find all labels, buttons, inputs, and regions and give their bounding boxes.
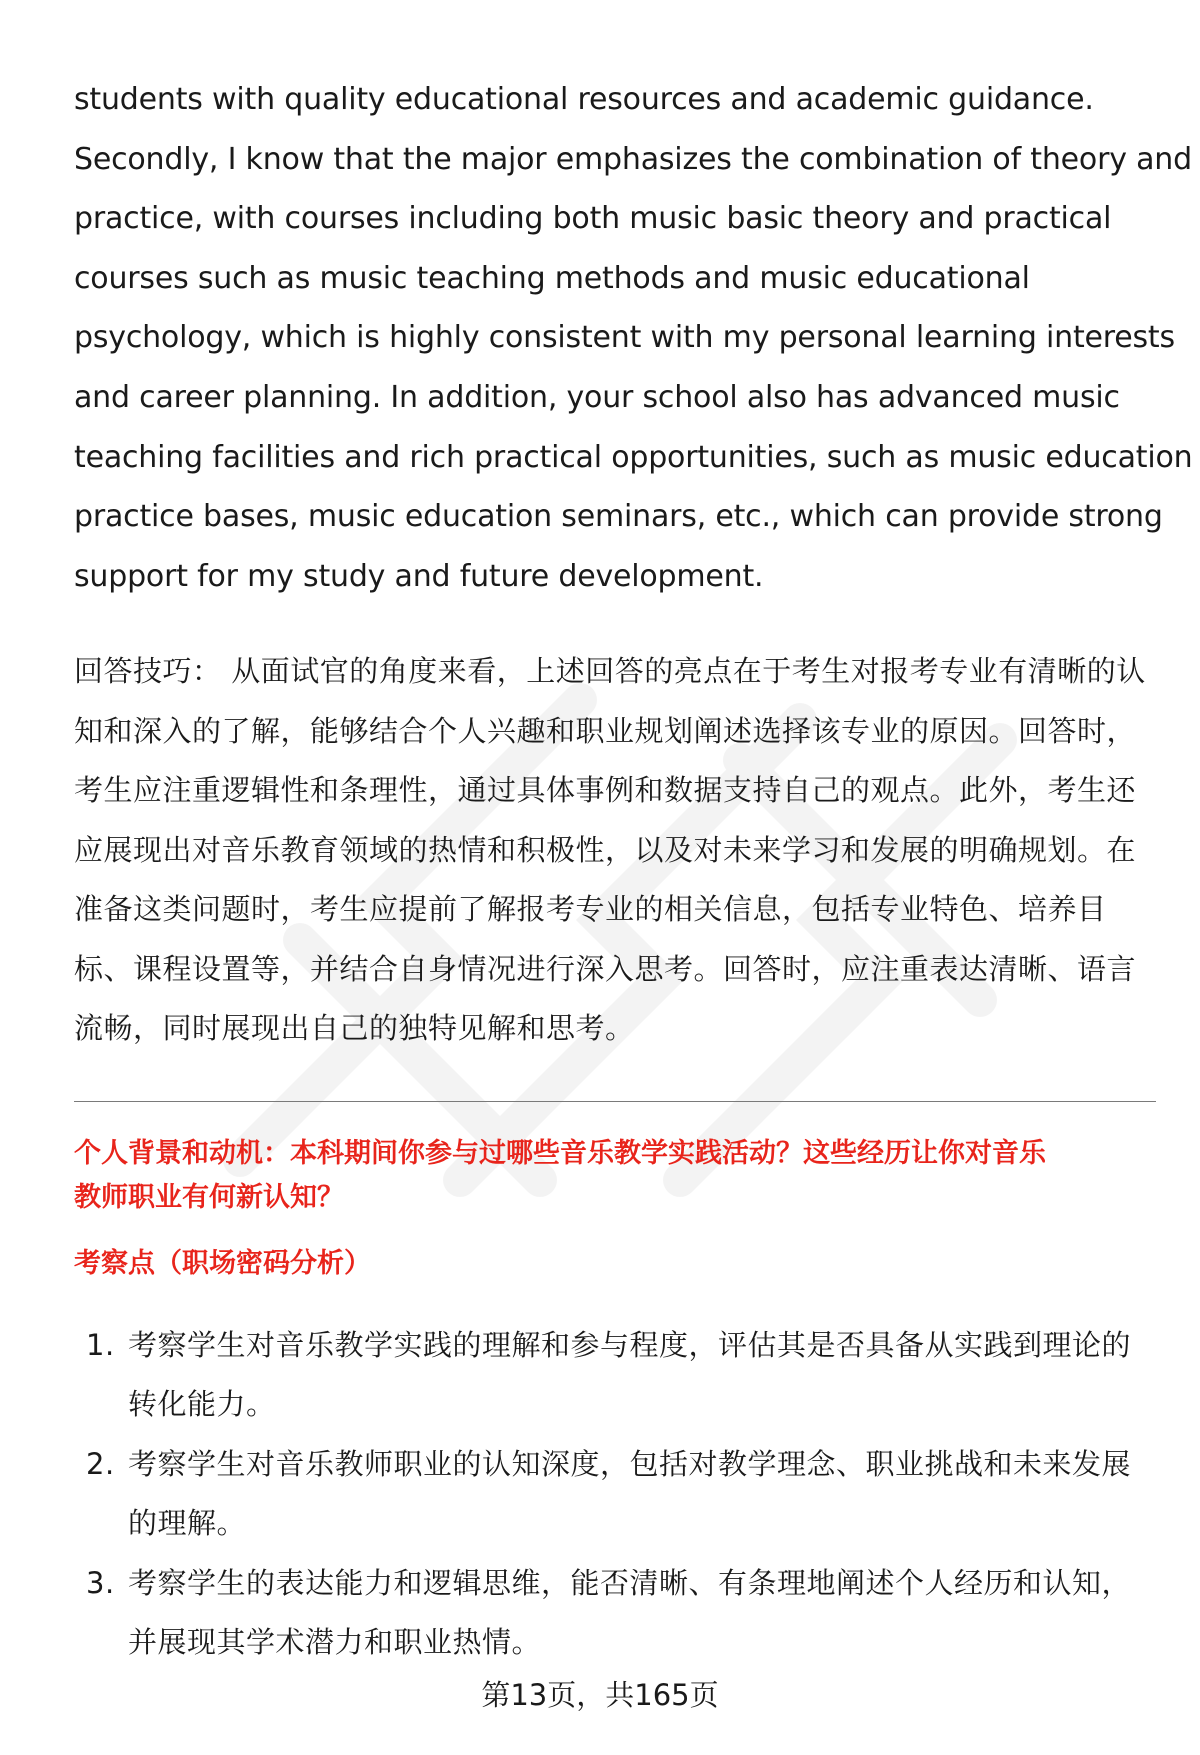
answer-tips-line: 流畅，同时展现出自己的独特见解和思考。 <box>74 1011 635 1046</box>
list-item <box>74 1316 1154 1435</box>
list-item-text: 的理解。 <box>128 1506 247 1541</box>
section-divider <box>74 1101 1156 1102</box>
answer-tips-line: 准备这类问题时，考生应提前了解报考专业的相关信息，包括专业特色、培养目 <box>74 892 1107 927</box>
english-answer-line: and career planning. In addition, your school also has advanced music <box>74 379 1120 415</box>
answer-tips-line: 考生应注重逻辑性和条理性，通过具体事例和数据支持自己的观点。此外，考生还 <box>74 773 1137 808</box>
english-answer-line: Secondly, I know that the major emphasizes the combination of theory and <box>74 141 1192 177</box>
list-item-text: 转化能力。 <box>128 1387 276 1422</box>
list-item <box>74 1554 1154 1673</box>
answer-tips-line: 知和深入的了解，能够结合个人兴趣和职业规划阐述选择该专业的原因。回答时， <box>74 713 1137 748</box>
english-answer-line: teaching facilities and rich practical opportunities, such as music education <box>74 439 1193 475</box>
list-item-text: 考察学生对音乐教师职业的认知深度，包括对教学理念、职业挑战和未来发展 <box>128 1446 1132 1481</box>
question-heading-line: 个人背景和动机：本科期间你参与过哪些音乐教学实践活动？这些经历让你对音乐 <box>74 1137 1046 1169</box>
question-heading <box>74 1132 1154 1220</box>
english-answer-line: practice bases, music education seminars, etc., which can provide strong <box>74 499 1163 535</box>
list-item-number: 1. <box>86 1327 115 1362</box>
english-answer-paragraph <box>74 70 1193 606</box>
list-item-text: 并展现其学术潜力和职业热情。 <box>128 1625 542 1660</box>
answer-tips-line: 回答技巧： 从面试官的角度来看，上述回答的亮点在于考生对报考专业有清晰的认 <box>74 654 1146 689</box>
english-answer-line: support for my study and future development. <box>74 558 764 594</box>
list-item-text: 考察学生的表达能力和逻辑思维，能否清晰、有条理地阐述个人经历和认知， <box>128 1565 1132 1600</box>
english-answer-line: students with quality educational resources and academic guidance. <box>74 82 1094 117</box>
page-content <box>74 70 1193 1673</box>
assessment-points-list <box>74 1316 1154 1673</box>
english-answer-line: practice, with courses including both music basic theory and practical <box>74 201 1112 237</box>
answer-tips-paragraph <box>74 642 1154 1059</box>
answer-tips-line: 应展现出对音乐教育领域的热情和积极性，以及对未来学习和发展的明确规划。在 <box>74 832 1137 867</box>
question-heading-line: 教师职业有何新认知？ <box>74 1181 344 1213</box>
list-item-number: 3. <box>86 1565 115 1600</box>
list-item <box>74 1435 1154 1554</box>
list-item-text: 考察学生对音乐教学实践的理解和参与程度，评估其是否具备从实践到理论的 <box>128 1327 1132 1362</box>
assessment-points-title: 考察点（职场密码分析） <box>74 1247 371 1279</box>
english-answer-line: courses such as music teaching methods and music educational <box>74 260 1030 296</box>
answer-tips-line: 标、课程设置等，并结合自身情况进行深入思考。回答时，应注重表达清晰、语言 <box>74 951 1137 986</box>
english-answer-line: psychology, which is highly consistent with my personal learning interests <box>74 320 1175 356</box>
list-item-number: 2. <box>86 1446 115 1481</box>
page-number-footer: 第13页，共165页 <box>481 1678 719 1712</box>
